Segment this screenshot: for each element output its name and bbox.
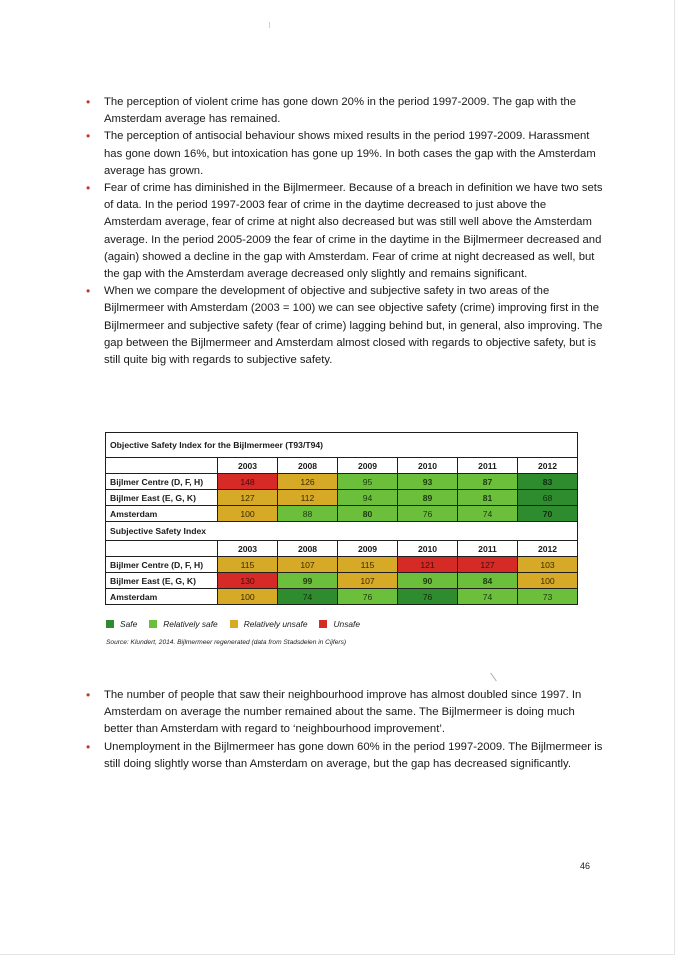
bullet-item bbox=[84, 180, 604, 283]
bullet-item bbox=[84, 94, 604, 128]
subjective-table-title-row bbox=[106, 522, 578, 541]
legend-item bbox=[319, 619, 360, 629]
table-source-note: Source: Klundert, 2014. Bijlmermeer regenerated (data from Stadsdelen in Cijfers) bbox=[106, 639, 347, 646]
index-cell: 90 bbox=[398, 573, 458, 589]
bullet-item bbox=[84, 687, 604, 739]
index-cell: 103 bbox=[518, 557, 578, 573]
safety-index-table bbox=[105, 432, 578, 605]
index-cell: 83 bbox=[518, 474, 578, 490]
bullet-marker: • bbox=[86, 181, 91, 196]
header-blank-cell bbox=[106, 541, 218, 557]
index-cell: 80 bbox=[338, 506, 398, 522]
index-cell: 84 bbox=[458, 573, 518, 589]
index-cell: 76 bbox=[398, 506, 458, 522]
table-row bbox=[106, 506, 578, 522]
bullet-item bbox=[84, 128, 604, 180]
index-cell: 70 bbox=[518, 506, 578, 522]
index-cell: 99 bbox=[278, 573, 338, 589]
index-cell: 76 bbox=[338, 589, 398, 605]
index-cell: 73 bbox=[518, 589, 578, 605]
bullet-list-top bbox=[84, 94, 604, 369]
index-cell: 93 bbox=[398, 474, 458, 490]
bullet-marker: • bbox=[86, 95, 91, 109]
index-cell: 94 bbox=[338, 490, 398, 506]
index-cell: 74 bbox=[278, 589, 338, 605]
row-label: Amsterdam bbox=[106, 506, 218, 522]
index-cell: 87 bbox=[458, 474, 518, 490]
bullet-text: Unemployment in the Bijlmermeer has gone down 60% in the period 1997-2009. The Bijlmermeer is still doing slightly worse than Amsterdam on average, but the gap has decreased significantly. bbox=[104, 740, 603, 770]
subjective-header-row bbox=[106, 541, 578, 557]
legend-swatch bbox=[230, 620, 238, 628]
bullet-text: Fear of crime has diminished in the Bijlmermeer. Because of a breach in definition we have two sets of data. In the period 1997-2003 fear of crime in the daytime decreased to just above the Amsterdam average, fear of crime at night also decreased but was still well above the Amsterdam average. In the period 2005-2009 the fear of crime in the daytime in the Bijlmermeer decreased and (again) showed a decline in the gap with Amsterdam. Fear of crime at night decreased as well, but the gap with the Amsterdam average decreased only slightly and remains significant. bbox=[104, 182, 603, 281]
year-header: 2012 bbox=[518, 458, 578, 474]
year-header: 2010 bbox=[398, 458, 458, 474]
table-row bbox=[106, 474, 578, 490]
objective-table-title-row bbox=[106, 433, 578, 458]
year-header: 2008 bbox=[278, 541, 338, 557]
index-cell: 127 bbox=[218, 490, 278, 506]
legend-label: Unsafe bbox=[333, 619, 361, 629]
year-header: 2008 bbox=[278, 458, 338, 474]
index-cell: 115 bbox=[338, 557, 398, 573]
bullet-text: The perception of antisocial behaviour shows mixed results in the period 1997-2009. Harassment has gone down 16%, but intoxication has gone up 19%. In both cases the gap with the Amsterdam average has grown. bbox=[104, 130, 596, 177]
bullet-list-bottom bbox=[84, 687, 604, 773]
row-label: Bijlmer East (E, G, K) bbox=[106, 573, 218, 589]
index-cell: 127 bbox=[458, 557, 518, 573]
index-cell: 74 bbox=[458, 506, 518, 522]
index-cell: 95 bbox=[338, 474, 398, 490]
index-cell: 68 bbox=[518, 490, 578, 506]
index-cell: 100 bbox=[218, 506, 278, 522]
index-cell: 76 bbox=[398, 589, 458, 605]
legend-label: Relatively unsafe bbox=[243, 619, 308, 629]
row-label: Amsterdam bbox=[106, 589, 218, 605]
legend-item bbox=[106, 619, 137, 629]
index-cell: 89 bbox=[398, 490, 458, 506]
row-label: Bijlmer East (E, G, K) bbox=[106, 490, 218, 506]
bullet-marker: • bbox=[86, 129, 91, 144]
index-cell: 112 bbox=[278, 490, 338, 506]
legend-swatch bbox=[106, 620, 114, 628]
scan-mark bbox=[269, 22, 270, 28]
index-cell: 74 bbox=[458, 589, 518, 605]
year-header: 2012 bbox=[518, 541, 578, 557]
index-cell: 126 bbox=[278, 474, 338, 490]
legend-item bbox=[230, 619, 308, 629]
year-header: 2011 bbox=[458, 458, 518, 474]
index-cell: 88 bbox=[278, 506, 338, 522]
table-row bbox=[106, 490, 578, 506]
bullet-text: When we compare the development of objective and subjective safety in two areas of the Bijlmermeer with Amsterdam (2003 = 100) we can see objective safety (crime) improving first in the Bijlmermeer and subjective safety (fear of crime) lagging behind but, in general, also improving. The gap between the Bijlmermeer and Amsterdam almost closed with regards to objective safety, but is still quite big with regards to subjective safety. bbox=[104, 285, 603, 367]
legend-label: Relatively safe bbox=[163, 619, 218, 629]
header-blank-cell bbox=[106, 458, 218, 474]
bullet-marker: • bbox=[86, 688, 91, 702]
index-cell: 100 bbox=[218, 589, 278, 605]
year-header: 2003 bbox=[218, 541, 278, 557]
index-cell: 107 bbox=[338, 573, 398, 589]
index-cell: 100 bbox=[518, 573, 578, 589]
index-cell: 148 bbox=[218, 474, 278, 490]
safety-index-table-container bbox=[105, 432, 578, 605]
table-row bbox=[106, 557, 578, 573]
legend-label: Safe bbox=[120, 619, 138, 629]
row-label: Bijlmer Centre (D, F, H) bbox=[106, 557, 218, 573]
legend-item bbox=[149, 619, 217, 629]
index-cell: 130 bbox=[218, 573, 278, 589]
bullet-marker: • bbox=[86, 284, 91, 299]
safety-legend bbox=[106, 619, 372, 629]
table-row bbox=[106, 589, 578, 605]
index-cell: 81 bbox=[458, 490, 518, 506]
year-header: 2011 bbox=[458, 541, 518, 557]
page-number: 46 bbox=[580, 861, 591, 871]
year-header: 2010 bbox=[398, 541, 458, 557]
index-cell: 121 bbox=[398, 557, 458, 573]
bullet-item bbox=[84, 283, 604, 369]
index-cell: 107 bbox=[278, 557, 338, 573]
subjective-table-title: Subjective Safety Index bbox=[106, 522, 578, 541]
objective-header-row bbox=[106, 458, 578, 474]
bullet-text: The number of people that saw their neighbourhood improve has almost doubled since 1997. In Amsterdam on average the number remained about the same. The Bijlmermeer is doing much better than Amsterdam with regard to ‘neighbourhood improvement’. bbox=[104, 689, 582, 736]
year-header: 2009 bbox=[338, 458, 398, 474]
index-cell: 115 bbox=[218, 557, 278, 573]
table-row bbox=[106, 573, 578, 589]
legend-swatch bbox=[319, 620, 327, 628]
bullet-text: The perception of violent crime has gone down 20% in the period 1997-2009. The gap with the Amsterdam average has remained. bbox=[104, 96, 577, 126]
bullet-item bbox=[84, 739, 604, 773]
row-label: Bijlmer Centre (D, F, H) bbox=[106, 474, 218, 490]
year-header: 2009 bbox=[338, 541, 398, 557]
bullet-marker: • bbox=[86, 739, 91, 754]
objective-table-title: Objective Safety Index for the Bijlmermeer (T93/T94) bbox=[106, 433, 578, 458]
year-header: 2003 bbox=[218, 458, 278, 474]
legend-swatch bbox=[149, 620, 157, 628]
